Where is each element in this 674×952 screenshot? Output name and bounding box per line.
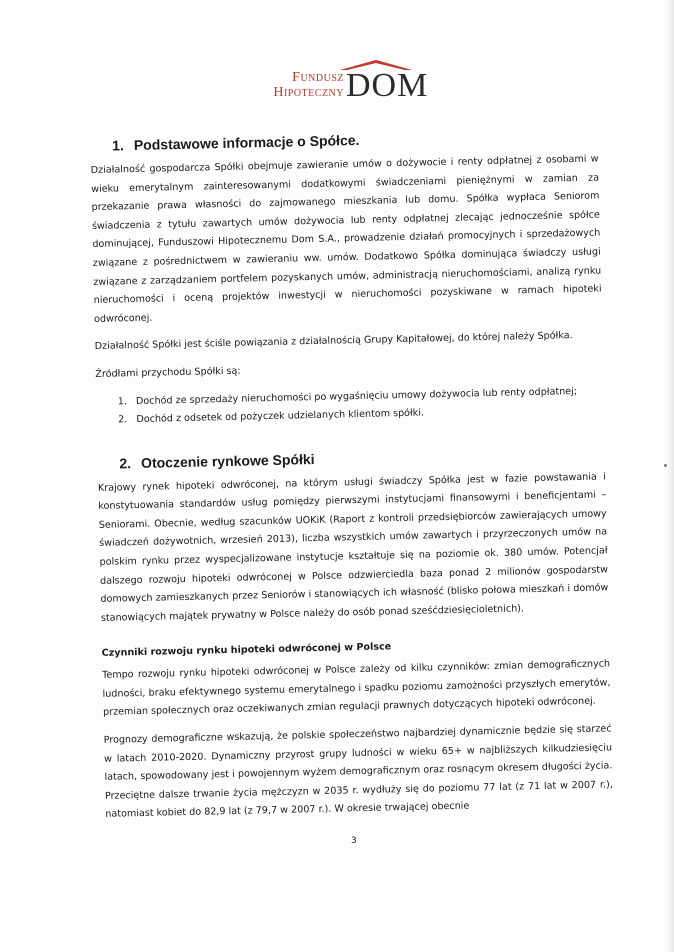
section-1-number: 1. — [111, 137, 125, 154]
section-2-title: Otoczenie rynkowe Spółki — [140, 450, 315, 471]
section-2-number: 2. — [119, 454, 132, 471]
section-basic-info — [90, 126, 604, 429]
document-content — [90, 126, 614, 833]
section-2-heading — [119, 444, 605, 471]
scan-speck — [664, 464, 667, 467]
section-2-subheading: Czynniki rozwoju rynku hipoteki odwróconej w Polsce — [101, 641, 392, 660]
logo-wordmark — [246, 70, 344, 100]
section-1-heading — [112, 126, 598, 153]
section-market-environment — [97, 444, 613, 825]
section-2-paragraph-2: Tempo rozwoju rynku hipoteki odwróconej w Polsce zależy od kilku czynników: zmian demograficznych ludności, braku efektywnego systemu emerytalnego i spadku poziomu zamożności przyszłych emerytów, przemian społecznych oraz oczekiwanych zmian regulacji prawnych dotyczących hipoteki odwróconej. — [102, 658, 611, 719]
section-1-paragraph-1: Działalność gospodarcza Spółki obejmuje zawieranie umów o dożywocie i renty odpłatnej z osobami w wieku emerytalnym zainteresowanymi dodatkowymi świadczeniami pieniężnymi w zamian za przekazanie prawa własności do zajmowanego mieszkania lub domu. Spółka wypłaca Seniorom świadczenia z tytułu zawartych umów dożywocia lub renty odpłatnej zlecając jednocześnie spółce dominującej, Funduszowi Hipotecznemu Dom S.A., prowadzenie działań promocyjnych i sprzedażowych związane z pośrednictwem w zawieraniu ww. umów. Dodatkowo Spółka dominująca świadczy usługi związane z zarządzaniem portfelem pozyskanych umów, administracją nieruchomościami, analizą rynku nieruchomości i oceną projektów inwestycji w nieruchomości pozyskiwane w ramach hipoteki odwróconej. — [90, 153, 602, 325]
list-item: 1. Dochód ze sprzedaży nieruchomości po wygaśnięciu umowy dożywocia lub renty odpłatnej; — [130, 382, 604, 411]
logo-dom-mark: DOM — [346, 67, 429, 104]
list-item: 2. Dochód z odsetek od pożyczek udzielanych klientom spółki. — [130, 400, 604, 429]
section-2-paragraph-3: Prognozy demograficzne wskazują, że polskie społeczeństwo najbardziej dynamicznie będzie się starzeć w latach 2010-2020. Dynamiczny przyrost grupy ludności w wieku 65+ w najbliższych kilkudziesięciu latach, spowodowany jest i powojennym wyżem demograficznym oraz rosnącym okresem długości życia. Przeciętne dalsze trwanie życia mężczyzn w 2035 r. wydłuży się do poziomu 77 lat (z 71 lat w 2007 r.), natomiast kobiet do 82,9 lat (z 79,7 w 2007 r.). W okresie trwającej obecnie — [103, 723, 613, 821]
fundusz-hipoteczny-dom-logo — [246, 58, 429, 110]
page-number: 3 — [351, 836, 357, 846]
logo-line-1: Fundusz — [292, 70, 344, 85]
section-2-paragraph-1: Krajowy rynek hipoteki odwróconej, na którym usługi świadczy Spółka jest w fazie powstawania i konstytuowania standardów usług pomiędzy pierwszymi instytucjami finansowymi i beneficjentami – Seniorami. Obecnie, według szacunków UOKiK (Raport z kontroli przedsiębiorców zawierających umowy świadczeń dożywotnich, wrzesień 2013), liczba wszystkich umów zawartych i przyrzeczonych umów na polskim rynku przez wyspecjalizowane instytucje kształtuje się na poziomie ok. 380 umów. Potencjał dalszego rozwoju hipoteki odwróconej w Polsce odzwierciedla baza ponad 2 milionów gospodarstw domowych zamieszkanych przez Seniorów i stanowiących ich własność (blisko połowa mieszkań i domów stanowiących majątek prywatny w Polsce należy do osób ponad sześćdziesięcioletnich). — [97, 470, 609, 624]
income-sources-list — [96, 382, 605, 430]
page-edge-shadow — [666, 0, 674, 952]
logo-line-2: Hipoteczny — [273, 85, 344, 100]
section-1-paragraph-3: Źródłami przychodu Spółki są: — [95, 365, 241, 380]
section-1-paragraph-2: Działalność Spółki jest ściśle powiązania z działalnością Grupy Kapitałowej, do której należy Spółka. — [94, 330, 573, 353]
section-1-title: Podstawowe informacje o Spółce. — [133, 131, 360, 154]
